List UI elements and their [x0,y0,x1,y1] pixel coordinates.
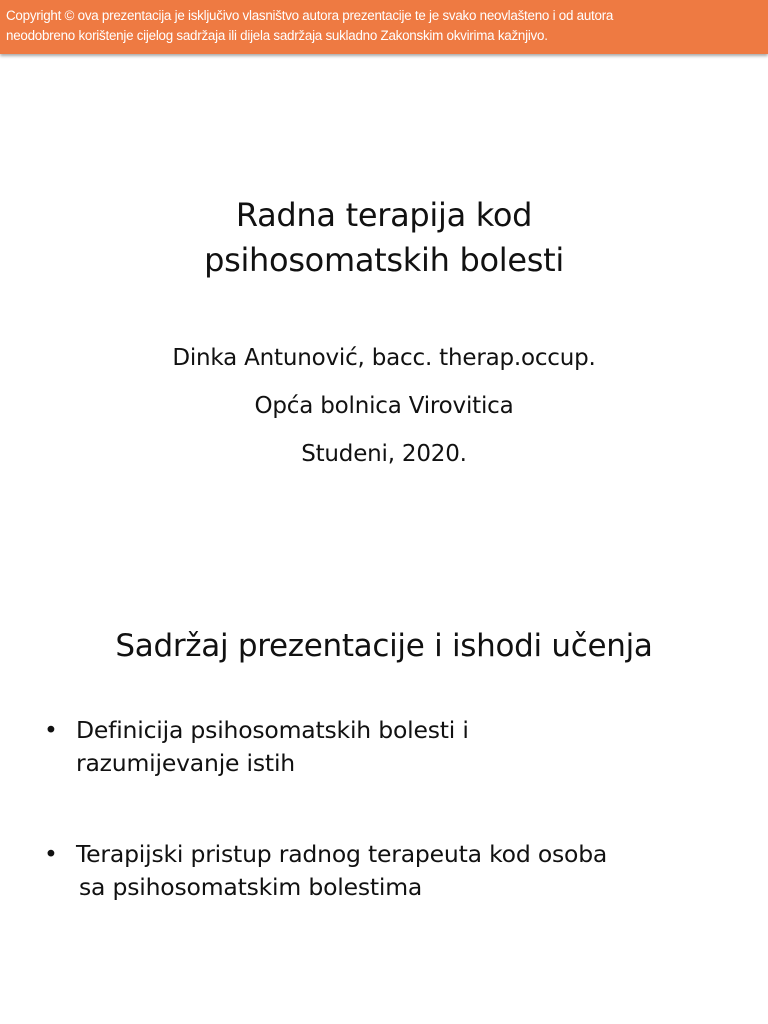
bullet-text-line: Definicija psihosomatskih bolesti i [76,716,469,744]
bullet-list [44,714,744,904]
bullet-text-line: Terapijski pristup radnog terapeuta kod osoba [76,840,608,868]
list-item [44,714,744,780]
institution-name: Opća bolnica Virovitica [254,393,514,419]
bullet-marker: • [44,716,58,744]
bullet-text-line: sa psihosomatskim bolestima [79,873,423,901]
presentation-date: Studeni, 2020. [301,441,467,467]
slide-title [0,193,768,283]
bullet-text-line: razumijevanje istih [76,749,295,777]
section-title: Sadržaj prezentacije i ishodi učenja [115,628,653,664]
bullet-marker: • [44,840,58,868]
copyright-banner [0,0,768,54]
slide-title-line-1: Radna terapija kod [235,196,533,234]
author-name: Dinka Antunović, bacc. therap.occup. [172,345,596,371]
slide-title-line-2: psihosomatskih bolesti [204,241,564,279]
copyright-line-1: Copyright © ova prezentacija je isključivo vlasništvo autora prezentacije te je svako neovlašteno i od autora [6,8,614,23]
list-item [44,838,744,904]
author-block [0,334,768,478]
copyright-line-2: neodobreno korištenje cijelog sadržaja ili dijela sadržaja sukladno Zakonskim okvirima kažnjivo. [6,28,548,43]
